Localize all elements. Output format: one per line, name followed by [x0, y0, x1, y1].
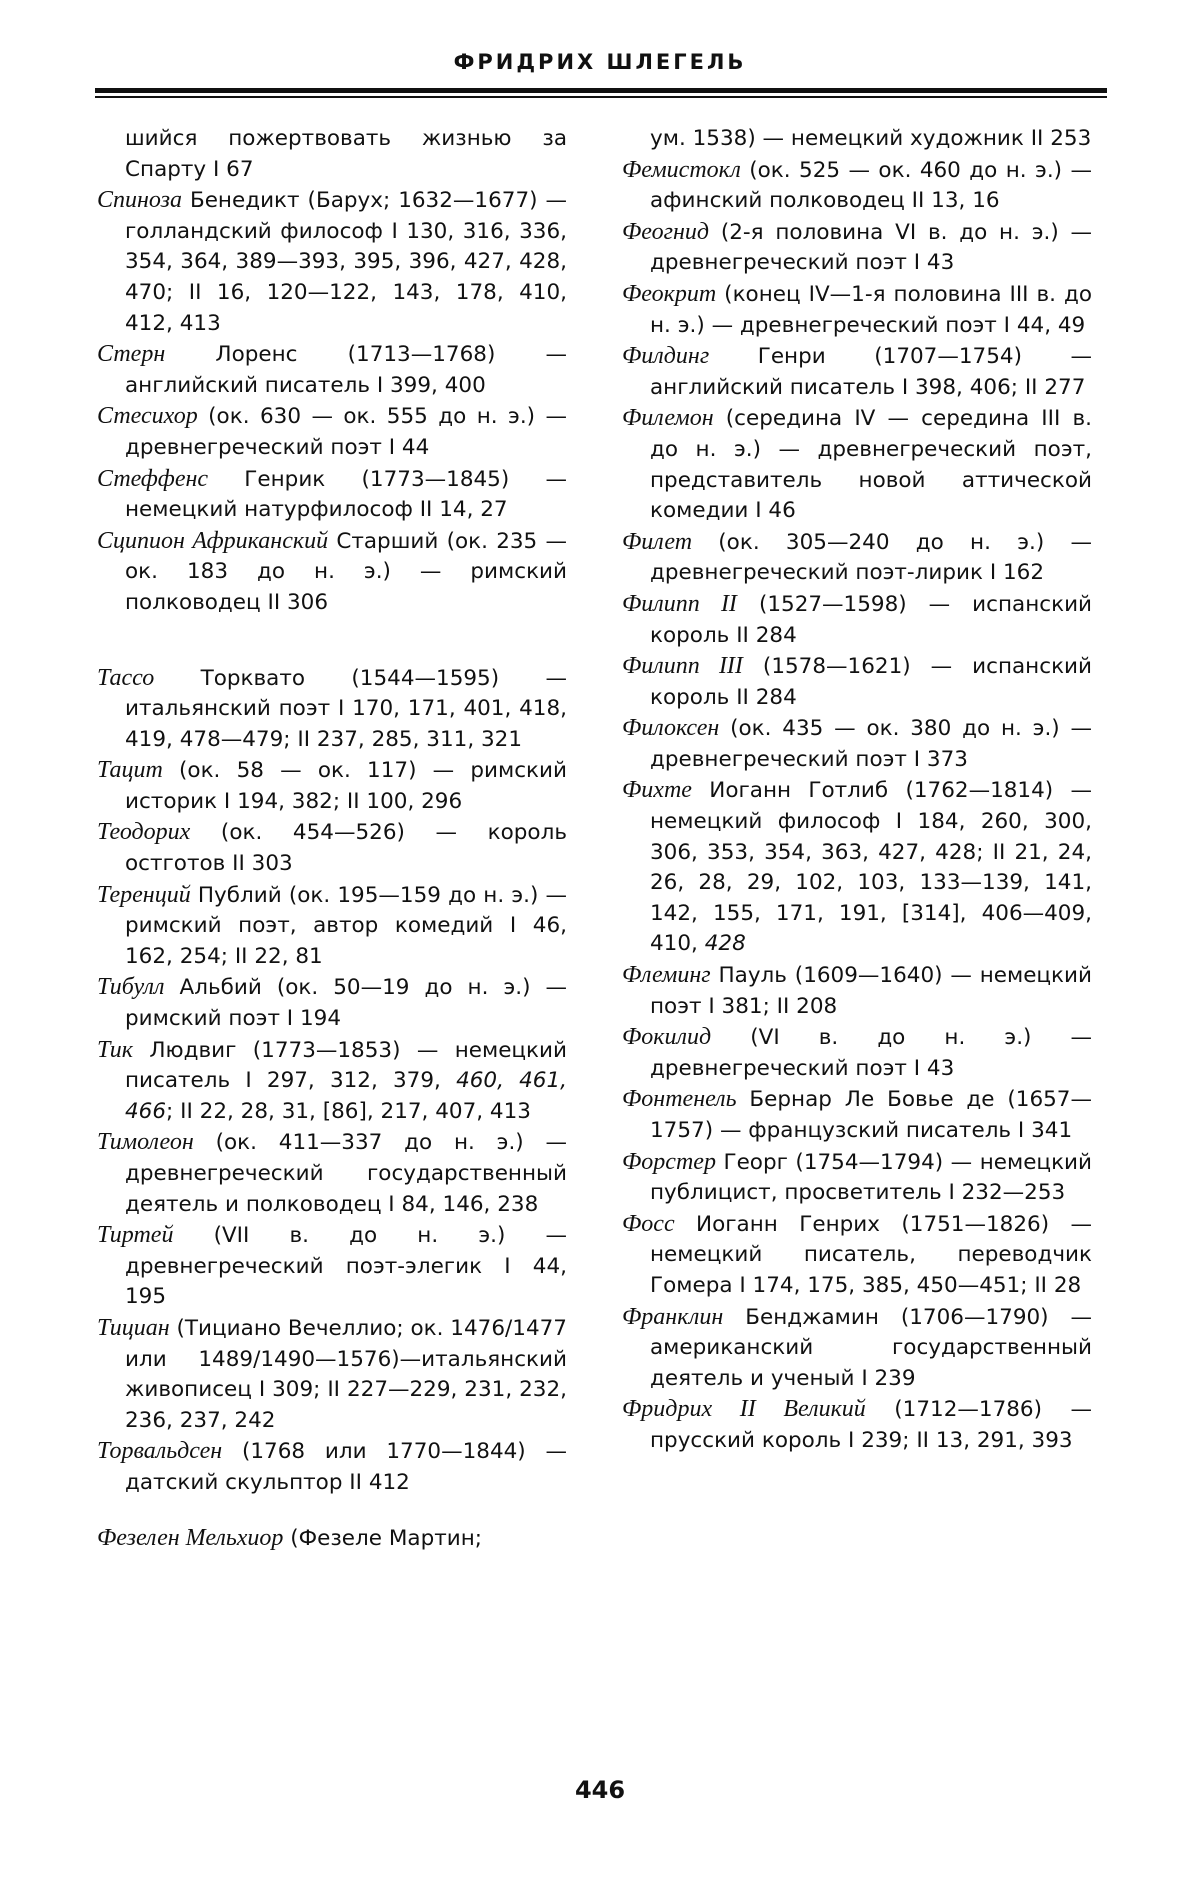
- entry-text: Торквато (1544—1595) — итальянский поэт I 170, 171, 401, 418, 419, 478—479; II 237, 285, 311, 321: [125, 665, 567, 752]
- entry-text: Бенедикт (Барух; 1632—1677) — голландский философ I 130, 316, 336, 354, 364, 389—393, 395, 396, 427, 428, 470; II 16, 120—122, 143, 178, 410, 412, 413: [125, 188, 567, 336]
- entry-text: Альбий (ок. 50—19 до н. э.) — римский поэт I 194: [125, 975, 567, 1032]
- entry-text: (конец IV—1-я половина III в. до н. э.) — древнегреческий поэт I 44, 49: [650, 281, 1092, 338]
- entry-text: шийся пожертвовать жизнью за Спарту I 67: [125, 126, 567, 182]
- entry-name: Феогнид: [622, 218, 710, 245]
- index-entry: [97, 339, 567, 401]
- entry-name: Тацит: [97, 757, 163, 784]
- index-entry: [622, 217, 1092, 279]
- index-entry: [622, 155, 1092, 217]
- index-entry: [622, 713, 1092, 775]
- index-entry: [97, 755, 567, 817]
- entry-text: (середина IV — середина III в. до н. э.) — древнегреческий поэт, представитель новой аттической комедии I 46: [650, 406, 1092, 524]
- entry-text: Людвиг (1773—1853) — немецкий писатель I 297, 312, 379,: [125, 1037, 567, 1094]
- entry-name: Филдинг: [622, 343, 710, 370]
- entry-text: (ок. 435 — ок. 380 до н. э.) — древнегреческий поэт I 373: [650, 716, 1092, 772]
- entry-text: (1527—1598) — испанский король II 284: [650, 591, 1093, 648]
- entry-text: (ок. 411—337 до н. э.) — древнегреческий государственный деятель и полководец I 84, 146, 238: [125, 1130, 567, 1217]
- running-header: ФРИДРИХ ШЛЕГЕЛЬ: [453, 50, 747, 74]
- entry-name: Тициан: [97, 1314, 170, 1341]
- entry-name: Филемон: [622, 405, 714, 432]
- index-entry: [622, 1147, 1092, 1209]
- entry-name: Фосс: [622, 1210, 675, 1237]
- index-entry-continued: [97, 124, 567, 185]
- entry-name: Тиртей: [97, 1222, 174, 1249]
- index-entry: [97, 1313, 567, 1436]
- entry-text: Старший (ок. 235 — ок. 183 до н. э.) — римский полководец II 306: [125, 528, 567, 615]
- entry-text: (VI в. до н. э.) — древнегреческий поэт I 43: [650, 1025, 1092, 1081]
- index-entry: [97, 817, 567, 879]
- entry-name: Филипп II: [622, 590, 737, 617]
- entry-text: (ок. 630 — ок. 555 до н. э.) — древнегреческий поэт I 44: [125, 404, 567, 460]
- entry-name: Фридрих II Великий: [622, 1396, 866, 1423]
- index-entry: [622, 1302, 1092, 1395]
- header-rule-thin: [95, 96, 1107, 98]
- index-entry: [97, 1035, 567, 1128]
- index-entry: [622, 1209, 1092, 1302]
- entry-name: Филоксен: [622, 715, 720, 742]
- entry-name: Фонтенель: [622, 1086, 737, 1113]
- entry-name: Франклин: [622, 1303, 724, 1330]
- index-column-right: [622, 124, 1092, 1457]
- entry-text: (1712—1786) — прусский король I 239; II 13, 291, 393: [650, 1397, 1092, 1453]
- index-entry: [622, 403, 1092, 526]
- entry-text: Генрик (1773—1845) — немецкий натурфилософ II 14, 27: [125, 466, 567, 523]
- entry-name: Тик: [97, 1036, 133, 1063]
- index-entry: [97, 185, 567, 339]
- index-entry: [622, 960, 1092, 1022]
- entry-name: Тассо: [97, 664, 155, 691]
- index-column-left: [97, 124, 567, 1554]
- entry-name: Теодорих: [97, 819, 191, 846]
- index-entry: [97, 464, 567, 526]
- entry-text: Иоганн Генрих (1751—1826) — немецкий писатель, переводчик Гомера I 174, 175, 385, 450—451; II 28: [650, 1211, 1092, 1298]
- entry-name: Фихте: [622, 777, 692, 804]
- entry-text: Пауль (1609—1640) — немецкий поэт I 381; II 208: [650, 963, 1092, 1019]
- entry-text: Георг (1754—1794) — немецкий публицист, просветитель I 232—253: [650, 1149, 1092, 1206]
- letter-gap: [97, 619, 567, 663]
- index-entry: [622, 589, 1092, 651]
- index-entry: [97, 663, 567, 756]
- entry-text: (ок. 58 — ок. 117) — римский историк I 194, 382; II 100, 296: [125, 758, 567, 814]
- index-entry: [97, 1436, 567, 1498]
- entry-name: Тимолеон: [97, 1129, 194, 1156]
- entry-text: (VII в. до н. э.) — древнегреческий поэт-элегик I 44, 195: [125, 1223, 567, 1310]
- entry-text: Генри (1707—1754) — английский писатель I 398, 406; II 277: [650, 344, 1092, 400]
- header-rule-thick: [95, 88, 1107, 93]
- index-entry: [97, 972, 567, 1034]
- index-entry: [97, 401, 567, 463]
- entry-name: Теренций: [97, 881, 191, 908]
- index-entry: [97, 526, 567, 619]
- page-number: 446: [574, 1776, 626, 1804]
- entry-name: Стесихор: [97, 403, 198, 430]
- entry-name: Тибулл: [97, 974, 165, 1001]
- index-entry: [622, 775, 1092, 960]
- entry-italic-pages: 428: [697, 931, 746, 957]
- index-entry: [622, 1084, 1092, 1146]
- index-entry: [622, 279, 1092, 341]
- entry-name: Филет: [622, 528, 693, 555]
- entry-name: Фезелен Мельхиор: [97, 1524, 284, 1551]
- entry-name: Стеффенс: [97, 465, 209, 492]
- entry-text: (2-я половина VI в. до н. э.) — древнегреческий поэт I 43: [650, 219, 1092, 276]
- entry-text: Бенджамин (1706—1790) — американский государственный деятель и ученый I 239: [650, 1304, 1092, 1391]
- entry-name: Форстер: [622, 1148, 716, 1175]
- entry-name: Фемистокл: [622, 156, 741, 183]
- index-entry: [622, 1394, 1092, 1456]
- index-entry: [97, 1127, 567, 1220]
- index-entry: [97, 1220, 567, 1313]
- entry-name: Феокрит: [622, 280, 717, 307]
- index-entry-continued: [622, 124, 1092, 155]
- entry-text: ум. 1538) — немецкий художник II 253: [650, 126, 1092, 151]
- entry-name: Торвальдсен: [97, 1438, 223, 1465]
- entry-text: (ок. 305—240 до н. э.) — древнегреческий поэт-лирик I 162: [650, 529, 1092, 586]
- index-entry: [97, 880, 567, 973]
- index-entry: [97, 1523, 567, 1555]
- entry-name: Филипп III: [622, 653, 743, 680]
- index-entry: [622, 527, 1092, 589]
- entry-text: Лоренс (1713—1768) — английский писатель I 399, 400: [125, 342, 567, 398]
- index-entry: [622, 341, 1092, 403]
- entry-name: Флеминг: [622, 962, 711, 989]
- entry-text: Публий (ок. 195—159 до н. э.) — римский поэт, автор комедий I 46, 162, 254; II 22, 81: [125, 882, 567, 969]
- entry-italic-pages: 460, 461, 466: [125, 1068, 568, 1124]
- entry-name: Фокилид: [622, 1024, 712, 1051]
- entry-text: (1768 или 1770—1844) — датский скульптор II 412: [125, 1439, 567, 1495]
- entry-name: Спиноза: [97, 187, 182, 214]
- entry-text: (Фезеле Мартин;: [283, 1525, 483, 1551]
- index-entry: [622, 1022, 1092, 1084]
- entry-text: (1578—1621) — испанский король II 284: [650, 654, 1092, 710]
- entry-text-tail: ; II 22, 28, 31, [86], 217, 407, 413: [166, 1098, 531, 1124]
- letter-gap: [97, 1499, 567, 1523]
- entry-text: (ок. 454—526) — король остготов II 303: [125, 820, 567, 877]
- entry-text: Иоганн Готлиб (1762—1814) — немецкий философ I 184, 260, 300, 306, 353, 354, 363, 427, 428; II 21, 24, 26, 28, 29, 102, 103, 133—139, 141, 142, 155, 171, 191, [314], 406—409, 410,: [650, 778, 1092, 957]
- entry-text: (Тициано Вечеллио; ок. 1476/1477 или 1489/1490—1576)—итальянский живописец I 309; II 227—229, 231, 232, 236, 237, 242: [125, 1315, 567, 1433]
- entry-name: Стерн: [97, 341, 166, 368]
- index-entry: [622, 651, 1092, 713]
- entry-name: Сципион Африканский: [97, 527, 329, 554]
- entry-text: (ок. 525 — ок. 460 до н. э.) — афинский полководец II 13, 16: [650, 157, 1092, 214]
- entry-text: Бернар Ле Бовье де (1657—1757) — французский писатель I 341: [650, 1087, 1092, 1143]
